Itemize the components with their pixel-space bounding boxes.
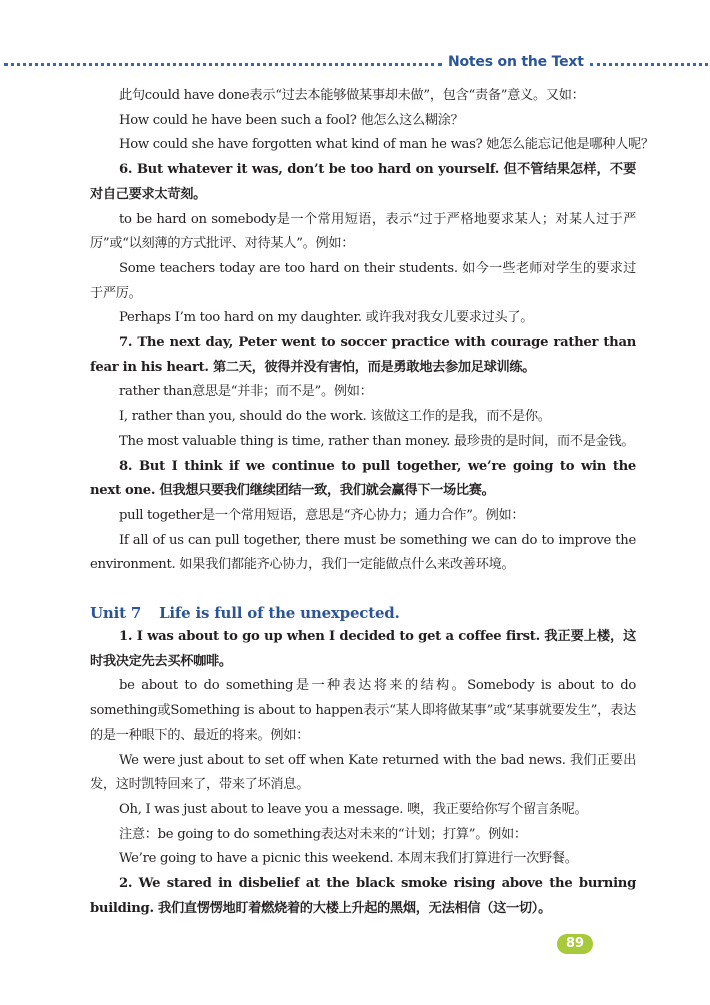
- note-heading-1: 1. I was about to go up when I decided to get a coffee first. 我正要上楼，这时我决定先去买杯咖啡。: [90, 629, 636, 669]
- example-sentence: Perhaps I’m too hard on my daughter. 或许我对我女儿要求过头了。: [119, 310, 534, 326]
- unit-heading: [90, 601, 636, 625]
- example-sentence: How could she have forgotten what kind of man he was? 她怎么能忘记他是哪种人呢？: [119, 137, 654, 153]
- unit-title: Life is full of the unexpected.: [159, 604, 400, 623]
- page-header: [0, 52, 710, 76]
- header-dotted-rule-left: [4, 63, 442, 66]
- example-sentence: We’re going to have a picnic this weekend. 本周末我们打算进行一次野餐。: [119, 851, 578, 867]
- note-paragraph: 注意：be going to do something表达对未来的“计划；打算”。例如：: [119, 826, 527, 842]
- example-sentence: How could he have been such a fool? 他怎么这么糊涂？: [119, 112, 464, 128]
- example-sentence: Oh, I was just about to leave you a message. 噢，我正要给你写个留言条呢。: [119, 801, 588, 817]
- example-sentence: I, rather than you, should do the work. 该做这工作的是我，而不是你。: [119, 409, 551, 425]
- explanation-paragraph: rather than意思是“并非；而不是”。例如：: [119, 384, 373, 400]
- explanation-paragraph: pull together是一个常用短语，意思是“齐心协力；通力合作”。例如：: [119, 507, 525, 523]
- section-title: Notes on the Text: [448, 54, 584, 70]
- note-heading-6: 6. But whatever it was, don’t be too hard on yourself. 但不管结果怎样，不要对自己要求太苛刻。: [90, 162, 636, 202]
- notes-body: [90, 84, 654, 922]
- unit-number: Unit 7: [90, 604, 142, 623]
- explanation-paragraph: 此句could have done表示“过去本能够做某事却未做”，包含“责备”意义。又如：: [119, 88, 585, 103]
- example-sentence: If all of us can pull together, there must be something we can do to improve the environment. 如果我们都能齐心协力，我们一定能做点什么来改善环境。: [90, 532, 636, 573]
- page-number-badge: 89: [557, 934, 593, 954]
- note-heading-2: 2. We stared in disbelief at the black smoke rising above the burning building. 我们直愣愣地盯着燃烧着的大楼上升起的黑烟，无法相信（这一切）。: [90, 876, 636, 916]
- explanation-paragraph: to be hard on somebody是一个常用短语，表示“过于严格地要求某人；对某人过于严厉”或“以刻薄的方式批评、对待某人”。例如：: [90, 211, 636, 252]
- note-heading-7: 7. The next day, Peter went to soccer practice with courage rather than fear in his heart. 第二天，彼得并没有害怕，而是勇敢地去参加足球训练。: [90, 335, 636, 375]
- explanation-paragraph: be about to do something是一种表达将来的结构。Somebody is about to do something或Something is about to happen表示“某人即将做某事”或“某事就要发生”，表达的是一种眼下的、最近的将来。例如：: [90, 678, 636, 743]
- example-sentence: We were just about to set off when Kate returned with the bad news. 我们正要出发，这时凯特回来了，带来了坏消息。: [90, 752, 636, 793]
- header-dotted-rule-right: [590, 63, 708, 66]
- example-sentence: Some teachers today are too hard on their students. 如今一些老师对学生的要求过于严厉。: [90, 260, 636, 301]
- note-heading-8: 8. But I think if we continue to pull together, we’re going to win the next one. 但我想只要我们继续团结一致，我们就会赢得下一场比赛。: [90, 458, 636, 499]
- example-sentence: The most valuable thing is time, rather than money. 最珍贵的是时间，而不是金钱。: [119, 433, 635, 449]
